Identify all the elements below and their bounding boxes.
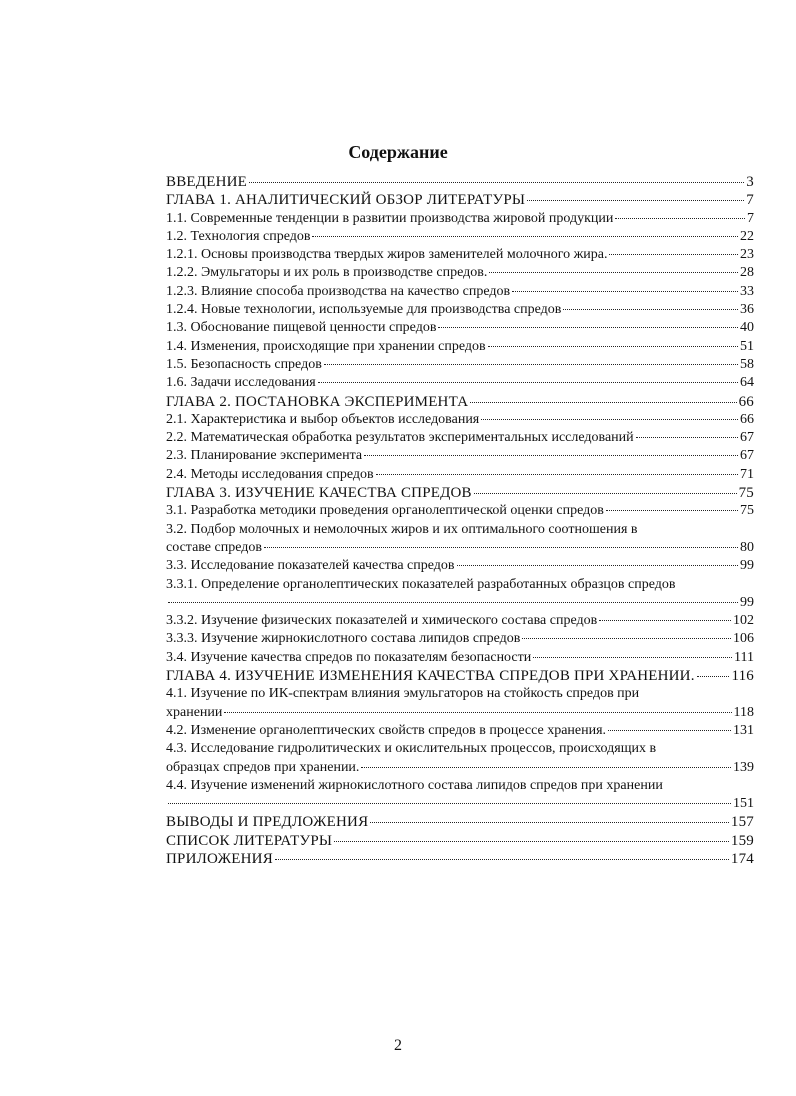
toc-entry[interactable]: [166, 301, 754, 319]
toc-entry-page: 64: [740, 375, 754, 391]
toc-entry-first-line: 3.2. Подбор молочных и немолочных жиров и их оптимального соотношения в: [166, 521, 638, 537]
toc-entry[interactable]: [166, 594, 754, 612]
toc-entry-first-line: 3.3.1. Определение органолептических показателей разработанных образцов спредов: [166, 576, 676, 592]
toc-entry[interactable]: [166, 649, 754, 667]
toc-entry[interactable]: [166, 319, 754, 337]
dot-leader: [376, 474, 738, 475]
dot-leader: [275, 859, 729, 860]
toc-entry-title: 1.2.3. Влияние способа производства на качество спредов: [166, 283, 511, 299]
dot-leader: [438, 327, 738, 328]
toc-entry-page: 36: [740, 302, 754, 318]
toc-entry[interactable]: [166, 429, 754, 447]
dot-leader: [361, 767, 731, 768]
dot-leader: [489, 272, 738, 273]
toc-entry-title: хранении: [166, 704, 223, 720]
toc-entry-page: 116: [731, 668, 754, 685]
dot-leader: [522, 638, 731, 639]
toc-entry[interactable]: [166, 557, 754, 575]
toc-entry-title: ГЛАВА 1. АНАЛИТИЧЕСКИЙ ОБЗОР ЛИТЕРАТУРЫ: [166, 192, 526, 209]
toc-entry-title: 3.3. Исследование показателей качества спредов: [166, 558, 455, 574]
dot-leader: [512, 291, 738, 292]
toc-entry-page: 3: [746, 174, 754, 190]
toc-entry-title: 4.2. Изменение органолептических свойств спредов в процессе хранения.: [166, 722, 607, 738]
toc-chapter-entry[interactable]: [166, 173, 754, 191]
toc-entry-page: 71: [740, 466, 754, 482]
dot-leader: [470, 402, 736, 403]
dot-leader: [608, 730, 731, 731]
toc-entry-title: ПРИЛОЖЕНИЯ: [166, 850, 273, 867]
dot-leader: [474, 493, 737, 494]
dot-leader: [249, 182, 744, 183]
toc-entry[interactable]: [166, 502, 754, 520]
toc-entry[interactable]: [166, 722, 754, 740]
dot-leader: [168, 602, 738, 603]
toc-entry-page: 51: [740, 338, 754, 354]
toc-entry-page: 151: [733, 796, 754, 812]
toc-chapter-entry[interactable]: [166, 850, 754, 868]
toc-entry-title: 3.3.3. Изучение жирнокислотного состава липидов спредов: [166, 631, 521, 647]
toc-entry-title: 1.2. Технология спредов: [166, 228, 311, 244]
toc-entry[interactable]: [166, 612, 754, 630]
toc-entry-title: 3.4. Изучение качества спредов по показателям безопасности: [166, 649, 532, 665]
page-title: Содержание: [348, 142, 448, 162]
toc-entry-page: 58: [740, 356, 754, 372]
toc-entry-title: 2.1. Характеристика и выбор объектов исследования: [166, 411, 480, 427]
dot-leader: [370, 822, 729, 823]
table-of-contents: [166, 173, 754, 868]
toc-chapter-entry[interactable]: [166, 813, 754, 831]
toc-entry-title: ВВЕДЕНИЕ: [166, 174, 247, 190]
toc-entry-page: 157: [730, 814, 754, 831]
toc-entry[interactable]: [166, 466, 754, 484]
toc-entry[interactable]: [166, 228, 754, 246]
toc-entry-title: 3.3.2. Изучение физических показателей и химического состава спредов: [166, 613, 598, 629]
toc-chapter-entry[interactable]: [166, 667, 754, 685]
toc-entry-title: 1.6. Задачи исследования: [166, 375, 316, 391]
toc-entry-page: 66: [740, 411, 754, 427]
dot-leader: [697, 676, 730, 677]
dot-leader: [264, 547, 738, 548]
dot-leader: [609, 254, 738, 255]
toc-entry-title: 1.2.2. Эмульгаторы и их роль в производстве спредов.: [166, 265, 488, 281]
toc-entry-page: 99: [740, 594, 754, 610]
toc-entry-page: 67: [740, 430, 754, 446]
toc-entry-first-line: 4.1. Изучение по ИК-спектрам влияния эмульгаторов на стойкость спредов при: [166, 686, 640, 702]
toc-entry-title: 2.3. Планирование эксперимента: [166, 448, 363, 464]
toc-entry[interactable]: [166, 539, 754, 557]
dot-leader: [481, 419, 738, 420]
toc-entry-page: 139: [733, 759, 754, 775]
toc-entry[interactable]: [166, 356, 754, 374]
toc-entry-title: составе спредов: [166, 539, 262, 555]
toc-entry-page: 111: [734, 649, 754, 665]
toc-chapter-entry[interactable]: [166, 832, 754, 850]
toc-entry-title: 3.1. Разработка методики проведения органолептической оценки спредов: [166, 503, 604, 519]
toc-entry-title: 2.2. Математическая обработка результатов экспериментальных исследований: [166, 430, 634, 446]
toc-entry-first-line: 4.3. Исследование гидролитических и окислительных процессов, происходящих в: [166, 741, 657, 757]
dot-leader: [599, 620, 731, 621]
toc-entry-page: 80: [740, 539, 754, 555]
toc-entry-page: 66: [738, 393, 754, 410]
dot-leader: [224, 712, 731, 713]
toc-entry-title: СПИСОК ЛИТЕРАТУРЫ: [166, 832, 333, 849]
toc-entry-title: 1.4. Изменения, происходящие при хранении спредов: [166, 338, 486, 354]
dot-leader: [168, 803, 731, 804]
toc-entry[interactable]: [166, 411, 754, 429]
toc-entry-title: ВЫВОДЫ И ПРЕДЛОЖЕНИЯ: [166, 814, 369, 831]
toc-entry-page: 131: [733, 722, 754, 738]
dot-leader: [527, 200, 744, 201]
toc-entry-page: 7: [746, 192, 754, 209]
toc-entry-page: 102: [733, 613, 754, 629]
toc-entry-page: 67: [740, 448, 754, 464]
dot-leader: [615, 218, 745, 219]
toc-entry-title: 1.3. Обоснование пищевой ценности спредов: [166, 320, 437, 336]
toc-entry-title: образцах спредов при хранении.: [166, 759, 360, 775]
toc-entry-page: 40: [740, 320, 754, 336]
dot-leader: [606, 510, 738, 511]
dot-leader: [488, 346, 738, 347]
toc-entry[interactable]: [166, 283, 754, 301]
page-number: 2: [394, 1037, 402, 1054]
toc-entry-page: 106: [733, 631, 754, 647]
dot-leader: [334, 841, 729, 842]
toc-chapter-entry[interactable]: [166, 191, 754, 209]
dot-leader: [636, 437, 738, 438]
toc-entry-page: 7: [747, 210, 754, 226]
toc-entry-page: 33: [740, 283, 754, 299]
toc-entry-title: 1.5. Безопасность спредов: [166, 356, 322, 372]
dot-leader: [324, 364, 738, 365]
toc-entry[interactable]: [166, 447, 754, 465]
dot-leader: [533, 657, 732, 658]
toc-entry[interactable]: [166, 374, 754, 392]
dot-leader: [364, 455, 738, 456]
toc-entry-title: ГЛАВА 2. ПОСТАНОВКА ЭКСПЕРИМЕНТА: [166, 393, 469, 410]
toc-chapter-entry[interactable]: [166, 393, 754, 411]
toc-entry[interactable]: [166, 704, 754, 722]
toc-entry-title: ГЛАВА 3. ИЗУЧЕНИЕ КАЧЕСТВА СПРЕДОВ: [166, 485, 472, 502]
toc-entry[interactable]: [166, 795, 754, 813]
dot-leader: [563, 309, 738, 310]
toc-entry[interactable]: [166, 264, 754, 282]
dot-leader: [318, 382, 738, 383]
toc-entry[interactable]: [166, 759, 754, 777]
toc-entry-title: ГЛАВА 4. ИЗУЧЕНИЕ ИЗМЕНЕНИЯ КАЧЕСТВА СПРЕДОВ ПРИ ХРАНЕНИИ.: [166, 668, 695, 685]
toc-entry-page: 159: [730, 832, 754, 849]
toc-entry-page: 99: [740, 558, 754, 574]
toc-entry[interactable]: [166, 246, 754, 264]
toc-entry-first-line: 4.4. Изучение изменений жирнокислотного состава липидов спредов при хранении: [166, 777, 663, 793]
toc-chapter-entry[interactable]: [166, 484, 754, 502]
dot-leader: [457, 565, 738, 566]
toc-entry[interactable]: [166, 210, 754, 228]
toc-entry[interactable]: [166, 338, 754, 356]
toc-entry-page: 174: [730, 850, 754, 867]
toc-entry-page: 23: [740, 247, 754, 263]
toc-entry-page: 22: [740, 228, 754, 244]
toc-entry-page: 75: [738, 485, 754, 502]
toc-entry-title: 1.2.1. Основы производства твердых жиров заменителей молочного жира.: [166, 247, 608, 263]
toc-entry-title: 1.2.4. Новые технологии, используемые для производства спредов: [166, 302, 562, 318]
dot-leader: [312, 236, 738, 237]
toc-entry-title: 1.1. Современные тенденции в развитии производства жировой продукции: [166, 210, 614, 226]
toc-entry[interactable]: [166, 630, 754, 648]
toc-entry-page: 118: [733, 704, 754, 720]
toc-entry-page: 28: [740, 265, 754, 281]
toc-entry-title: 2.4. Методы исследования спредов: [166, 466, 374, 482]
toc-entry-page: 75: [740, 503, 754, 519]
